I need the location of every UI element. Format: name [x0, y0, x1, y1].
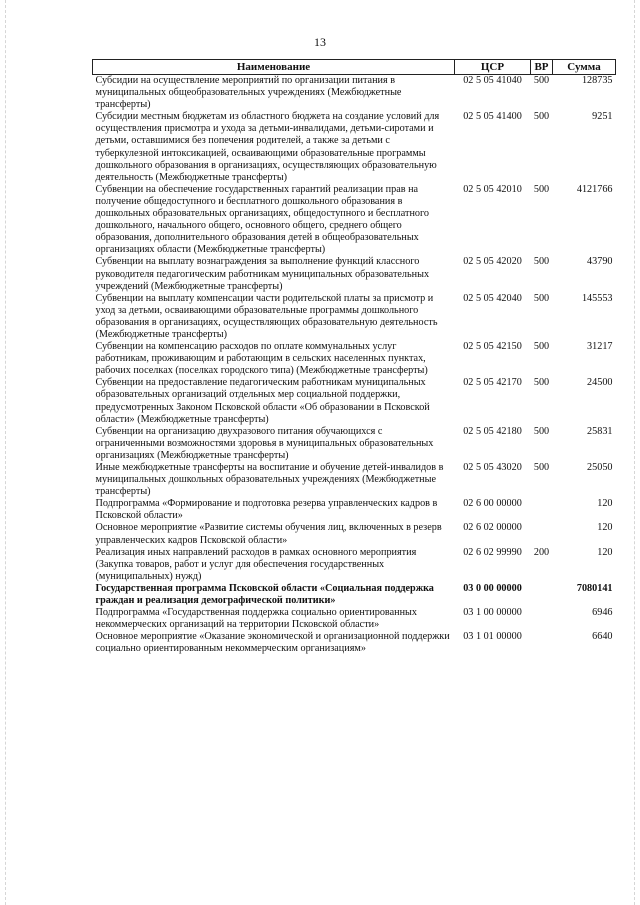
row-vr-cell: 500 [533, 183, 550, 195]
row-csr-cell: 02 5 05 42020 [463, 256, 522, 268]
row-sum-cell: 6946 [592, 607, 613, 619]
table-row [93, 607, 616, 631]
row-csr-cell: 02 5 05 41400 [463, 111, 522, 123]
header-name: Наименование [93, 60, 455, 75]
row-csr-cell: 02 5 05 42150 [463, 341, 522, 353]
row-sum-cell: 31217 [587, 341, 613, 353]
row-sum-cell: 43790 [587, 256, 613, 268]
row-sum-cell: 120 [597, 546, 613, 558]
table-row [93, 426, 616, 462]
row-name-cell: Основное мероприятие «Развитие системы обучения лиц, включенных в резерв управленческих кадров Псковской области» [95, 522, 442, 546]
row-sum-cell: 24500 [587, 377, 613, 389]
row-sum-cell: 120 [597, 522, 613, 534]
table-row [93, 631, 616, 655]
row-vr-cell: 500 [533, 75, 550, 86]
row-csr-cell: 02 5 05 42180 [463, 425, 522, 437]
row-sum-cell: 145553 [581, 292, 613, 304]
budget-table [92, 59, 616, 656]
table-row [93, 256, 616, 292]
row-vr-cell [531, 498, 553, 522]
row-sum-cell: 25831 [587, 425, 613, 437]
row-sum-cell: 9251 [592, 111, 613, 123]
row-sum-cell: 4121766 [576, 183, 613, 195]
row-name-cell: Субвенции на выплату вознаграждения за выполнение функций классного руководителя педагогическим работникам муниципальных образовательных учреждений (Межбюджетные трансферты) [95, 256, 430, 292]
row-name-cell: Субвенции на обеспечение государственных гарантий реализации прав на получение общедоступного и бесплатного дошкольного образования в дошкольных образовательных организациях, общедоступного и бесплатного дошкольного, начального общего, основного общего, среднего общего образования, дополнительного образования детей в общеобразовательных организациях области (Межбюджетные трансферты) [95, 183, 430, 256]
table-row [93, 75, 616, 112]
right-scan-margin [634, 0, 635, 905]
row-name-cell: Основное мероприятие «Оказание экономической и организационной поддержки социально ориентированным некоммерческим организациям» [95, 631, 450, 655]
row-vr-cell: 500 [533, 256, 550, 268]
header-sum: Сумма [553, 60, 616, 75]
row-sum-cell: 25050 [587, 462, 613, 473]
row-vr-cell: 500 [533, 292, 550, 304]
row-csr-cell: 02 6 02 00000 [463, 522, 522, 534]
table-row [93, 377, 616, 425]
row-vr-cell: 500 [533, 111, 550, 123]
row-sum-cell: 6640 [592, 631, 613, 643]
row-csr-cell: 03 1 01 00000 [463, 631, 522, 643]
row-csr-cell: 02 5 05 43020 [463, 462, 522, 473]
row-vr-cell: 500 [533, 341, 550, 353]
row-csr-cell: 03 1 00 00000 [463, 607, 522, 619]
table-row [93, 111, 616, 184]
row-vr-cell [531, 583, 553, 607]
row-name-cell: Подпрограмма «Государственная поддержка социально ориентированных некоммерческих организаций на территории Псковской области» [95, 607, 417, 631]
row-csr-cell: 02 5 05 41040 [463, 75, 522, 86]
row-csr-cell: 02 6 02 99990 [463, 546, 522, 558]
row-vr-cell: 500 [533, 462, 550, 473]
table-row [93, 184, 616, 257]
row-csr-cell: 02 5 05 42010 [463, 183, 522, 195]
header-csr: ЦСР [455, 60, 531, 75]
table-body [93, 75, 616, 656]
row-vr-cell [531, 631, 553, 655]
table-row [93, 341, 616, 377]
row-csr-cell: 03 0 00 00000 [463, 582, 522, 594]
row-name-cell: Иные межбюджетные трансферты на воспитание и обучение детей-инвалидов в муниципальных дошкольных образовательных учреждениях (Межбюджетные трансферты) [95, 462, 444, 498]
row-name-cell: Субсидии местным бюджетам из областного бюджета на создание условий для осуществления присмотра и ухода за детьми-инвалидами, детьми-сиротами и детьми, оставшимися без попечения родителей, а также за детьми с туберкулезной интоксикацией, осваивающими образовательные программы дошкольного образования в организациях, осуществляющих образовательную деятельность (Межбюджетные трансферты) [95, 111, 440, 183]
row-sum-cell: 7080141 [576, 582, 613, 594]
row-name-cell: Реализация иных направлений расходов в рамках основного мероприятия (Закупка товаров, работ и услуг для обеспечения государственных (муниципальных) нужд) [95, 546, 417, 582]
row-sum-cell: 120 [597, 498, 613, 510]
row-name-cell: Субвенции на выплату компенсации части родительской платы за присмотр и уход за детьми, осваивающими образовательные программы дошкольного образования в организациях, осуществляющих образовательную деятельность (Межбюджетные трансферты) [95, 292, 438, 340]
row-vr-cell: 200 [533, 546, 550, 558]
row-vr-cell: 500 [533, 425, 550, 437]
row-csr-cell: 02 5 05 42170 [463, 377, 522, 389]
row-vr-cell [531, 522, 553, 546]
left-scan-margin [5, 0, 6, 905]
table-row [93, 462, 616, 498]
row-name-cell: Субвенции на предоставление педагогическим работникам муниципальных образовательных организаций отдельных мер социальной поддержки, предусмотренных Законом Псковской области «Об образовании в Псковской области» (Межбюджетные трансферты) [95, 377, 430, 425]
page-number: 13 [314, 35, 326, 49]
table-row [93, 293, 616, 341]
table-row [93, 583, 616, 607]
row-sum-cell: 128735 [581, 75, 613, 86]
row-name-cell: Субвенции на организацию двухразового питания обучающихся с ограниченными возможностями здоровья в муниципальных образовательных организациях (Межбюджетные трансферты) [95, 425, 434, 461]
row-vr-cell [531, 607, 553, 631]
row-vr-cell: 500 [533, 377, 550, 389]
header-vr: ВР [531, 60, 553, 75]
table-row [93, 498, 616, 522]
table-row [93, 522, 616, 546]
table-header-row [93, 60, 616, 75]
row-name-cell: Подпрограмма «Формирование и подготовка резерва управленческих кадров в Псковской области» [95, 498, 438, 522]
row-name-cell: Субвенции на компенсацию расходов по оплате коммунальных услуг работникам, проживающим и работающим в сельских населенных пунктах, рабочих поселках (поселках городского типа) (Межбюджетные трансферты) [95, 341, 428, 377]
row-name-cell: Субсидии на осуществление мероприятий по организации питания в муниципальных общеобразовательных учреждениях (Межбюджетные трансферты) [95, 75, 402, 111]
row-name-cell: Государственная программа Псковской области «Социальная поддержка граждан и реализация демографической политики» [95, 582, 434, 607]
table-row [93, 547, 616, 583]
row-csr-cell: 02 6 00 00000 [463, 498, 522, 510]
row-csr-cell: 02 5 05 42040 [463, 292, 522, 304]
